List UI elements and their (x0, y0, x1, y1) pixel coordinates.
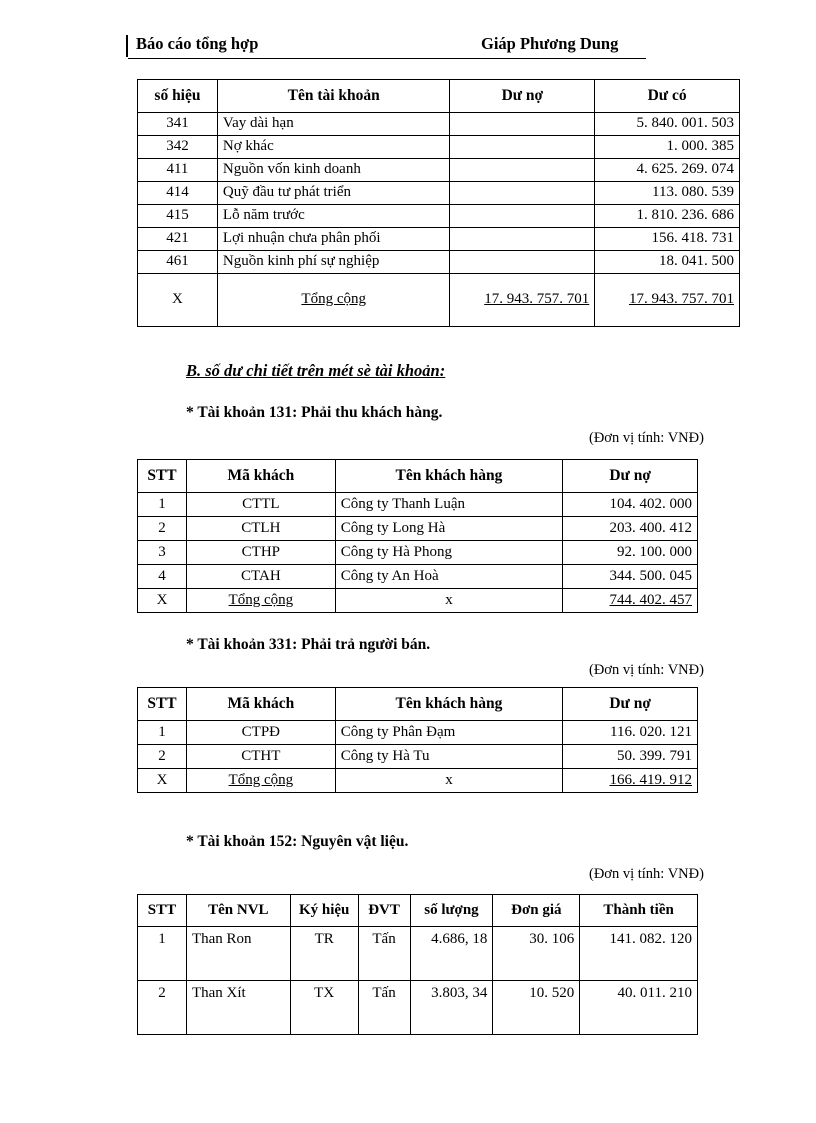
cell-total-credit: 17. 943. 757. 701 (595, 273, 740, 326)
table-row (138, 744, 698, 768)
cell-credit: 156. 418. 731 (595, 227, 740, 250)
account-152-table (137, 894, 698, 1035)
column-header-symbol: Ký hiệu (290, 895, 358, 927)
cell-customer-name: Công ty Long Hà (335, 516, 563, 540)
cell-stt: 1 (138, 720, 187, 744)
table-row (138, 250, 740, 273)
cell-customer-name: Công ty Thanh Luận (335, 492, 563, 516)
table-total-row (138, 588, 698, 612)
column-header-credit: Dư có (595, 80, 740, 113)
table-total-row (138, 768, 698, 792)
cell-code: 341 (138, 112, 218, 135)
table-row (138, 516, 698, 540)
cell-stt: 2 (138, 744, 187, 768)
column-header-account-name: Tên tài khoản (217, 80, 450, 113)
table-row (138, 540, 698, 564)
cell-account-name: Nguồn kinh phí sự nghiệp (217, 250, 450, 273)
cell-code: 421 (138, 227, 218, 250)
account-131-table (137, 459, 698, 613)
cell-amount: 344. 500. 045 (563, 564, 698, 588)
table-row (138, 135, 740, 158)
cell-stt: 3 (138, 540, 187, 564)
unit-note-131: (Đơn vị tính: VNĐ) (589, 430, 704, 446)
column-header-unit: ĐVT (358, 895, 410, 927)
cell-total-amount: 40. 011. 210 (580, 981, 698, 1035)
column-header-debit: Dư nợ (563, 460, 698, 493)
table-header-row (138, 688, 698, 721)
cell-account-name: Nợ khác (217, 135, 450, 158)
cell-stt: 2 (138, 516, 187, 540)
balance-summary-table (137, 79, 740, 327)
cell-stt: 1 (138, 927, 187, 981)
cell-quantity: 4.686, 18 (410, 927, 493, 981)
table-row (138, 492, 698, 516)
cell-material-name: Than Ron (186, 927, 290, 981)
column-header-code: số hiệu (138, 80, 218, 113)
cell-total-code: X (138, 273, 218, 326)
cell-customer-name: Công ty An Hoà (335, 564, 563, 588)
cell-account-name: Nguồn vốn kinh doanh (217, 158, 450, 181)
cell-code: 411 (138, 158, 218, 181)
cell-material-name: Than Xít (186, 981, 290, 1035)
cell-total-label: Tổng cộng (186, 768, 335, 792)
cell-amount: 50. 399. 791 (563, 744, 698, 768)
cell-code: 342 (138, 135, 218, 158)
cell-total-label: Tổng cộng (186, 588, 335, 612)
cell-amount: 203. 400. 412 (563, 516, 698, 540)
subheading-account-152: * Tài khoản 152: Nguyên vật liệu. (186, 833, 409, 850)
report-title: Báo cáo tổng hợp (136, 34, 259, 53)
cell-stt: 1 (138, 492, 187, 516)
column-header-stt: STT (138, 460, 187, 493)
cell-debit (450, 250, 595, 273)
cell-total-amount: 141. 082. 120 (580, 927, 698, 981)
cell-debit (450, 181, 595, 204)
table-row (138, 227, 740, 250)
cell-unit-price: 10. 520 (493, 981, 580, 1035)
table-row (138, 204, 740, 227)
header-divider (128, 58, 646, 59)
column-header-material-name: Tên NVL (186, 895, 290, 927)
subheading-account-131: * Tài khoản 131: Phải thu khách hàng. (186, 404, 443, 421)
table-row (138, 981, 698, 1035)
cell-customer-name: Công ty Hà Phong (335, 540, 563, 564)
cell-account-name: Vay dài hạn (217, 112, 450, 135)
cell-debit (450, 112, 595, 135)
cell-total-amount: 166. 419. 912 (563, 768, 698, 792)
cell-customer-code: CTPĐ (186, 720, 335, 744)
table-header-row (138, 80, 740, 113)
cell-account-name: Lợi nhuận chưa phân phối (217, 227, 450, 250)
column-header-debit: Dư nợ (450, 80, 595, 113)
cell-amount: 104. 402. 000 (563, 492, 698, 516)
table-row (138, 720, 698, 744)
table-header-row (138, 460, 698, 493)
cell-total-debit: 17. 943. 757. 701 (450, 273, 595, 326)
cell-customer-code: CTLH (186, 516, 335, 540)
table-row (138, 181, 740, 204)
cell-total-stt: X (138, 588, 187, 612)
cell-credit: 113. 080. 539 (595, 181, 740, 204)
column-header-customer-name: Tên khách hàng (335, 460, 563, 493)
cell-debit (450, 158, 595, 181)
table-total-row (138, 273, 740, 326)
cell-customer-code: CTTL (186, 492, 335, 516)
document-header (126, 34, 686, 60)
column-header-unit-price: Đơn giá (493, 895, 580, 927)
cell-total-label: Tổng cộng (217, 273, 450, 326)
cell-credit: 18. 041. 500 (595, 250, 740, 273)
subheading-account-331: * Tài khoản 331: Phải trả người bán. (186, 636, 431, 653)
column-header-customer-name: Tên khách hàng (335, 688, 563, 721)
cell-amount: 116. 020. 121 (563, 720, 698, 744)
table-row (138, 158, 740, 181)
column-header-stt: STT (138, 895, 187, 927)
cell-credit: 4. 625. 269. 074 (595, 158, 740, 181)
header-vertical-bar-icon (126, 35, 128, 57)
cell-account-name: Lỗ năm trước (217, 204, 450, 227)
column-header-total-amount: Thành tiền (580, 895, 698, 927)
cell-credit: 1. 000. 385 (595, 135, 740, 158)
column-header-customer-code: Mã khách (186, 460, 335, 493)
cell-stt: 2 (138, 981, 187, 1035)
cell-symbol: TR (290, 927, 358, 981)
table-row (138, 112, 740, 135)
author-name: Giáp Phương Dung (481, 34, 619, 53)
table-row (138, 564, 698, 588)
cell-customer-code: CTHT (186, 744, 335, 768)
cell-customer-name: Công ty Hà Tu (335, 744, 563, 768)
cell-customer-code: CTAH (186, 564, 335, 588)
cell-customer-code: CTHP (186, 540, 335, 564)
column-header-customer-code: Mã khách (186, 688, 335, 721)
unit-note-331: (Đơn vị tính: VNĐ) (589, 662, 704, 678)
cell-code: 414 (138, 181, 218, 204)
cell-credit: 1. 810. 236. 686 (595, 204, 740, 227)
cell-symbol: TX (290, 981, 358, 1035)
cell-quantity: 3.803, 34 (410, 981, 493, 1035)
cell-debit (450, 204, 595, 227)
cell-total-stt: X (138, 768, 187, 792)
column-header-quantity: số lượng (410, 895, 493, 927)
cell-amount: 92. 100. 000 (563, 540, 698, 564)
cell-stt: 4 (138, 564, 187, 588)
cell-total-name: x (335, 588, 563, 612)
cell-debit (450, 227, 595, 250)
table-header-row (138, 895, 698, 927)
cell-unit: Tấn (358, 981, 410, 1035)
column-header-debit: Dư nợ (563, 688, 698, 721)
cell-code: 415 (138, 204, 218, 227)
cell-total-name: x (335, 768, 563, 792)
cell-code: 461 (138, 250, 218, 273)
column-header-stt: STT (138, 688, 187, 721)
cell-account-name: Quỹ đầu tư phát triển (217, 181, 450, 204)
unit-note-152: (Đơn vị tính: VNĐ) (589, 866, 704, 882)
section-b-heading: B. số dư chi tiết trên mét sè tài khoản: (186, 361, 446, 380)
cell-credit: 5. 840. 001. 503 (595, 112, 740, 135)
cell-unit: Tấn (358, 927, 410, 981)
cell-total-amount: 744. 402. 457 (563, 588, 698, 612)
cell-debit (450, 135, 595, 158)
table-row (138, 927, 698, 981)
cell-customer-name: Công ty Phân Đạm (335, 720, 563, 744)
account-331-table (137, 687, 698, 793)
cell-unit-price: 30. 106 (493, 927, 580, 981)
